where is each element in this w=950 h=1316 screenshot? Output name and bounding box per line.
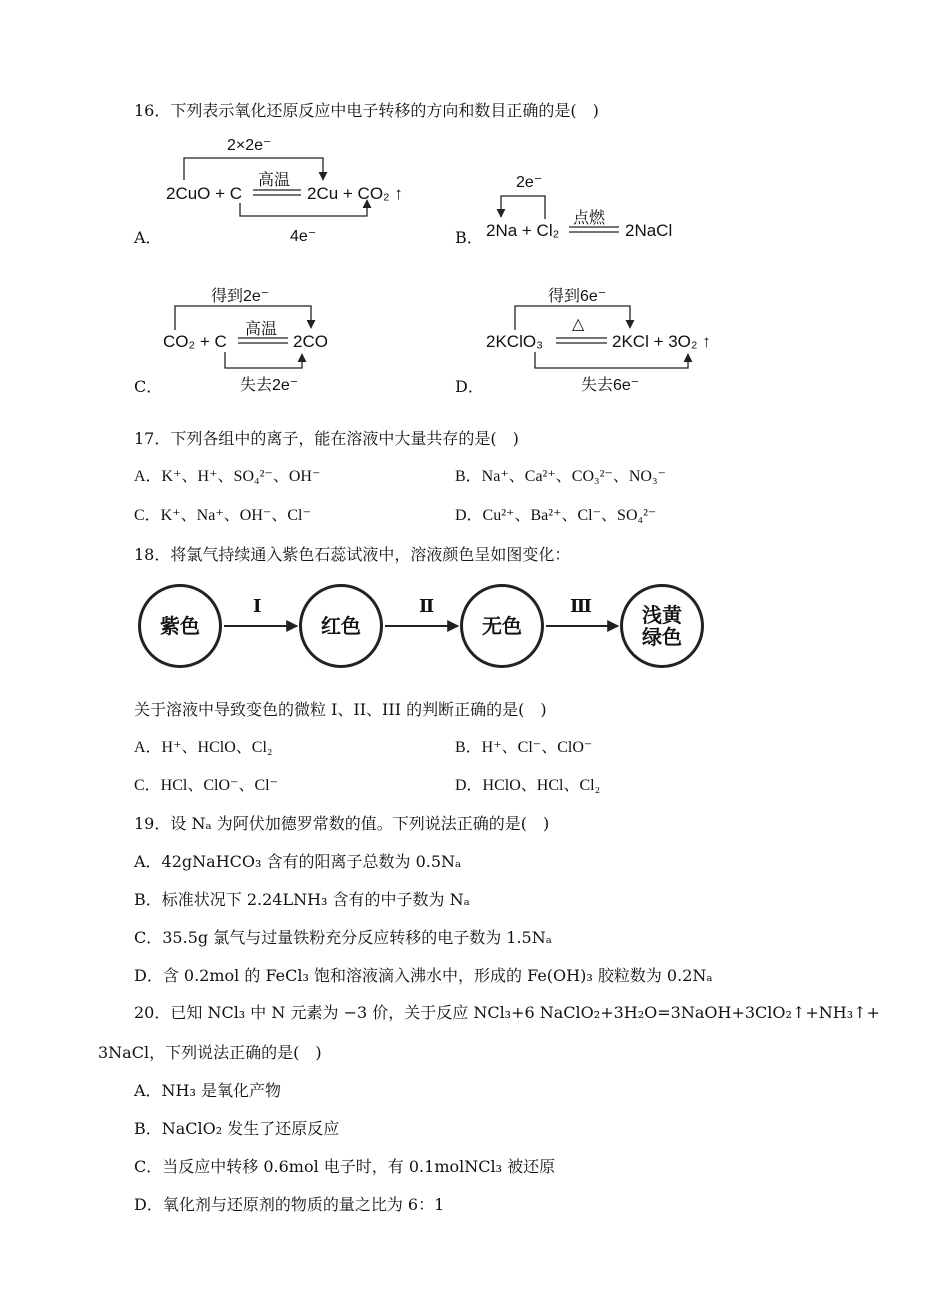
q16-option-c-label[interactable]: C．	[134, 377, 163, 396]
q16-c-condition: 高温	[245, 321, 278, 338]
q16-b-left-side: 2Na + Cl₂	[486, 221, 560, 240]
q16-a-left-side: 2CuO + C	[166, 184, 243, 203]
q16-d-top-electrons: 得到6e⁻	[548, 288, 607, 305]
q20-option-c[interactable]: C．当反应中转移 0.6mol 电子时，有 0.1molNCl₃ 被还原	[134, 1157, 556, 1176]
q16-option-b-label[interactable]: B．	[455, 228, 483, 247]
q18-question: 关于溶液中导致变色的微粒 I、II、III 的判断正确的是( )	[134, 700, 547, 719]
q16-d-right-side: 2KCl + 3O₂ ↑	[612, 332, 711, 351]
q16-a-right-side: 2Cu + CO₂ ↑	[307, 184, 403, 203]
q19-stem: 19．设 Nₐ 为阿伏加德罗常数的值。下列说法正确的是( )	[134, 814, 550, 833]
step-ii-label: Ⅱ	[419, 596, 435, 617]
q19-option-c[interactable]: C．35.5g 氯气与过量铁粉充分反应转移的电子数为 1.5Nₐ	[134, 928, 552, 947]
q16-c-bottom-electrons: 失去2e⁻	[240, 377, 299, 394]
circle-light-yellow-green-label: 浅黄 绿色	[642, 603, 682, 649]
circle-colorless-label: 无色	[482, 614, 522, 638]
q18-option-a[interactable]: A．H⁺、HClO、Cl₂	[134, 739, 273, 756]
q16-a-top-electrons: 2×2e⁻	[227, 137, 272, 154]
q17-stem: 17．下列各组中的离子，能在溶液中大量共存的是( )	[134, 429, 519, 448]
circle-red-label: 红色	[321, 614, 361, 638]
q16-c-top-electrons: 得到2e⁻	[211, 288, 270, 305]
q17-option-a[interactable]: A．K⁺、H⁺、SO₄²⁻、OH⁻	[134, 468, 321, 485]
q16-a-condition: 高温	[258, 172, 291, 189]
q20-option-a[interactable]: A．NH₃ 是氧化产物	[134, 1081, 282, 1100]
step-i-label: Ⅰ	[253, 596, 262, 617]
q18-option-c[interactable]: C．HCl、ClO⁻、Cl⁻	[134, 777, 279, 794]
q16-b-condition: 点燃	[573, 210, 606, 227]
q16-b-right-side: 2NaCl	[625, 221, 673, 240]
q16-d-bottom-electrons: 失去6e⁻	[581, 377, 640, 394]
q20-option-b[interactable]: B．NaClO₂ 发生了还原反应	[134, 1119, 340, 1138]
q20-stem-line1: 20．已知 NCl₃ 中 N 元素为 −3 价，关于反应 NCl₃+6 NaClO₂+3H₂O=3NaOH+3ClO₂↑+NH₃↑+	[134, 1003, 880, 1022]
q18-option-b[interactable]: B．H⁺、Cl⁻、ClO⁻	[455, 739, 593, 756]
q20-option-d[interactable]: D．氧化剂与还原剂的物质的量之比为 6：1	[134, 1195, 445, 1214]
q17-option-c[interactable]: C．K⁺、Na⁺、OH⁻、Cl⁻	[134, 507, 311, 524]
q16-b-top-electrons: 2e⁻	[516, 174, 543, 191]
q16-d-left-side: 2KClO₃	[486, 332, 543, 351]
q17-option-d[interactable]: D．Cu²⁺、Ba²⁺、Cl⁻、SO₄²⁻	[455, 507, 657, 524]
q16-stem: 16．下列表示氧化还原反应中电子转移的方向和数目正确的是( )	[134, 101, 599, 120]
circle-purple-label: 紫色	[160, 614, 200, 638]
step-iii-label: Ⅲ	[570, 596, 592, 617]
q18-stem: 18．将氯气持续通入紫色石蕊试液中，溶液颜色呈如图变化：	[134, 545, 571, 564]
q19-option-d[interactable]: D．含 0.2mol 的 FeCl₃ 饱和溶液滴入沸水中，形成的 Fe(OH)₃ 胶粒数为 0.2Nₐ	[134, 966, 713, 985]
q19-option-a[interactable]: A．42gNaHCO₃ 含有的阳离子总数为 0.5Nₐ	[134, 852, 462, 871]
q17-option-b[interactable]: B．Na⁺、Ca²⁺、CO₃²⁻、NO₃⁻	[455, 468, 666, 485]
q19-option-b[interactable]: B．标准状况下 2.24LNH₃ 含有的中子数为 Nₐ	[134, 890, 470, 909]
q16-c-right-side: 2CO	[293, 332, 328, 351]
q16-d-condition: △	[572, 316, 585, 333]
q16-option-a-label[interactable]: A．	[134, 228, 162, 247]
q16-a-bottom-electrons: 4e⁻	[290, 228, 317, 245]
q16-c-left-side: CO₂ + C	[163, 332, 227, 351]
q20-stem-line2: 3NaCl，下列说法正确的是( )	[98, 1043, 322, 1062]
q18-option-d[interactable]: D．HClO、HCl、Cl₂	[455, 777, 601, 794]
q16-option-d-label[interactable]: D．	[455, 377, 484, 396]
